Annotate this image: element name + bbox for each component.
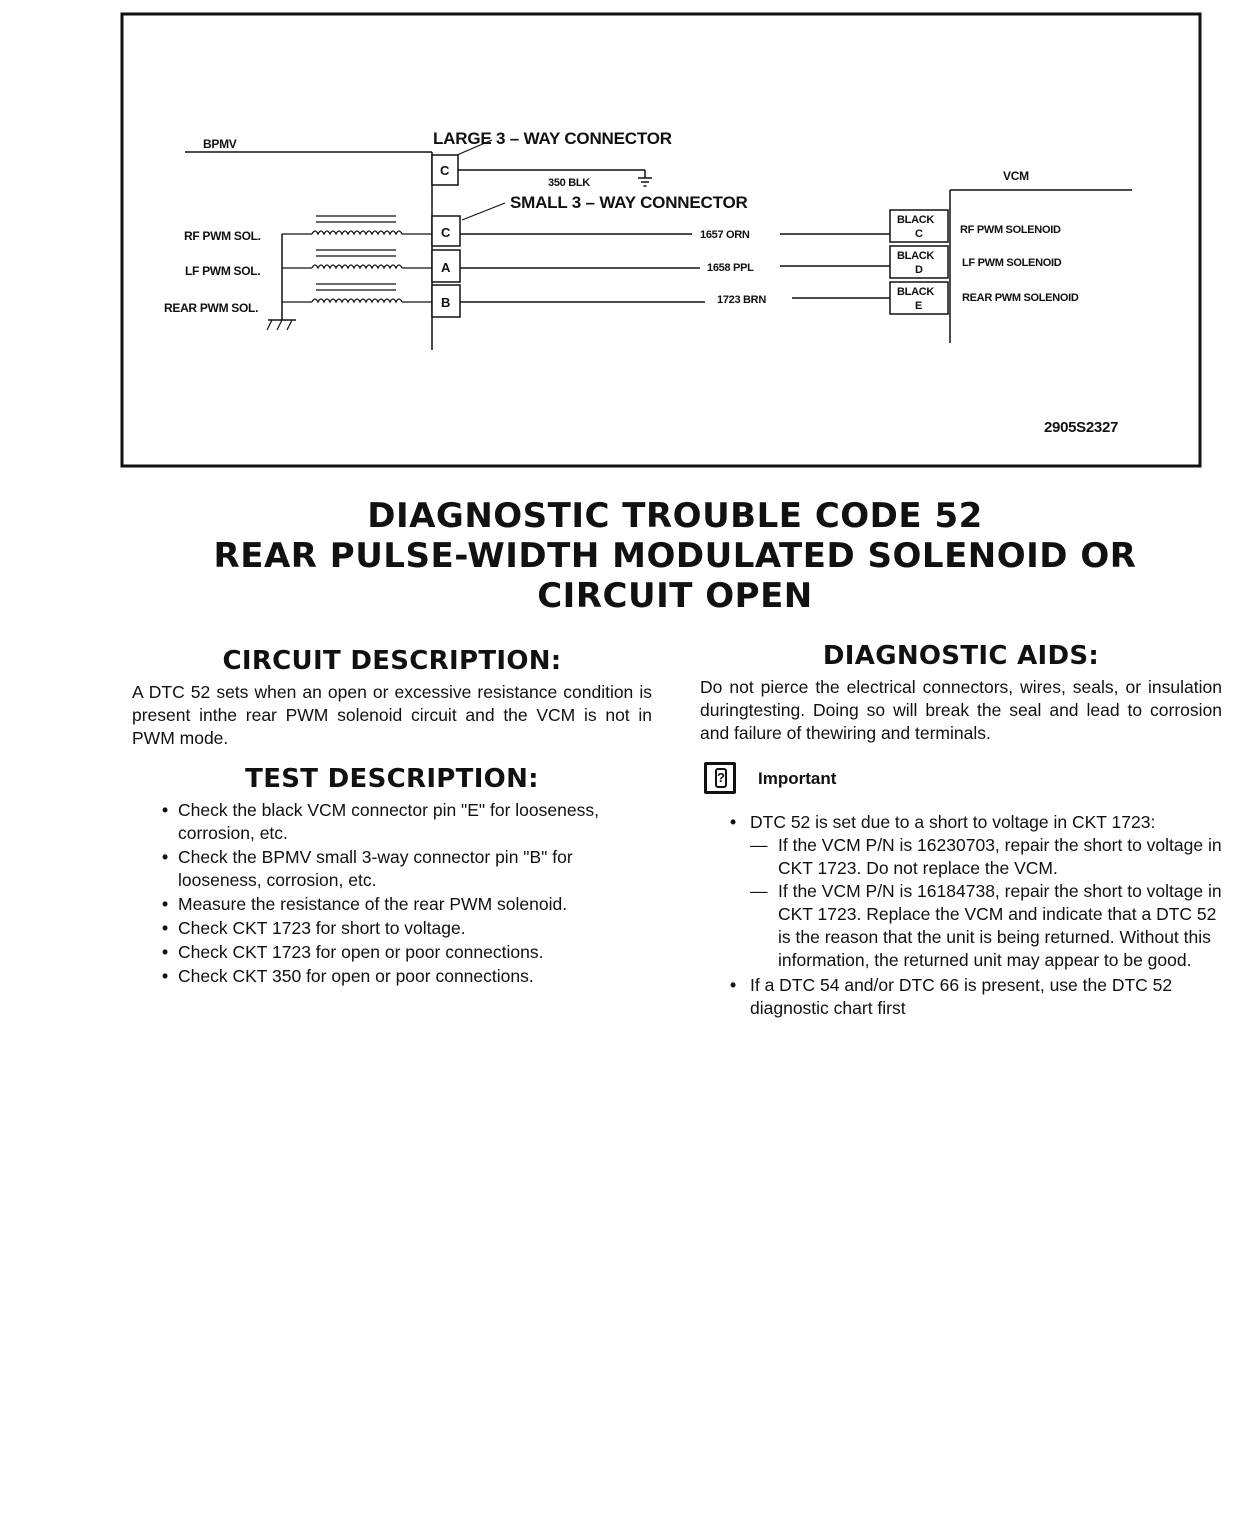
important-notice (700, 759, 1222, 797)
wiring-diagram-svg (0, 0, 1248, 480)
list-item: • DTC 52 is set due to a short to voltage in CKT 1723: — If the VCM P/N is 16230703, repair the short to voltage in CKT 1723. Do not replace the VCM. — If the VCM P/N is 16184738, repair the short to voltage in CKT 1723. Replace the VCM and indicate that a DTC 52 is the reason that the unit is being returned. Without this information, the returned unit may appear to be good. (730, 812, 1222, 970)
wire-label: 1723 BRN (717, 294, 766, 306)
large-pin-label: C (440, 163, 450, 178)
bpmv-label: BPMV (203, 137, 237, 151)
left-column (132, 646, 652, 989)
wire-label: 1658 PPL (707, 262, 754, 274)
wiring-diagram (0, 0, 1248, 480)
vcm-pin-color: BLACK (897, 250, 934, 262)
small-pin-label: B (441, 295, 451, 310)
diagram-frame (122, 14, 1200, 466)
vcm-label: VCM (1003, 169, 1029, 183)
small-connector-leader (462, 203, 505, 220)
diagnostic-aids-heading: DIAGNOSTIC AIDS: (822, 641, 1100, 671)
vcm-pin-letter: D (915, 264, 923, 276)
list-item: • Check CKT 350 for open or poor connections. (162, 966, 534, 986)
vcm-pin-color: BLACK (897, 286, 934, 298)
solenoid-label-left: LF PWM SOL. (185, 264, 261, 278)
coil-rf (282, 216, 432, 234)
sub-list (750, 834, 1222, 972)
important-list (700, 811, 1222, 1020)
list-item: • If a DTC 54 and/or DTC 66 is present, use the DTC 52 diagnostic chart first (730, 975, 1173, 1018)
coil-lf (282, 250, 432, 268)
list-item: • Measure the resistance of the rear PWM solenoid. (162, 894, 568, 914)
solenoid-label-left: REAR PWM SOL. (164, 301, 259, 315)
sub-list-item: — If the VCM P/N is 16230703, repair the short to voltage in CKT 1723. Do not replace the VCM. (750, 835, 1222, 878)
solenoid-label-right: LF PWM SOLENOID (962, 257, 1062, 269)
circuit-description-text: A DTC 52 sets when an open or excessive resistance condition is present inthe rear PWM solenoid circuit and the VCM is not in PWM mode. (132, 682, 652, 748)
test-description-heading: TEST DESCRIPTION: (245, 764, 539, 794)
coil-rear (282, 284, 432, 302)
solenoid-label-right: RF PWM SOLENOID (960, 224, 1061, 236)
sub-list-item: — If the VCM P/N is 16184738, repair the short to voltage in CKT 1723. Replace the VCM and indicate that a DTC 52 is the reason that the unit is being returned. Without this information, the returned unit may appear to be good. (750, 881, 1222, 970)
list-item: • Check the black VCM connector pin "E" for looseness, corrosion, etc. (162, 800, 599, 843)
title-line: CIRCUIT OPEN (537, 576, 813, 616)
list-item: • Check CKT 1723 for open or poor connections. (162, 942, 544, 962)
diagnostic-aids-text: Do not pierce the electrical connectors, wires, seals, or insulation duringtesting. Doing so will break the seal and lead to corrosion and failure of thewiring and terminals. (700, 677, 1222, 743)
vcm-pin-letter: E (915, 300, 923, 312)
ground-wire-label: 350 BLK (548, 177, 590, 189)
list-item: • Check the BPMV small 3-way connector pin "B" for looseness, corrosion, etc. (162, 847, 573, 890)
page-title (130, 496, 1220, 616)
large-connector-label: LARGE 3 – WAY CONNECTOR (433, 129, 672, 148)
important-label: Important (758, 768, 837, 788)
wire-label: 1657 ORN (700, 229, 750, 241)
right-column (700, 641, 1222, 1022)
solenoid-label-left: RF PWM SOL. (184, 229, 261, 243)
test-description-list (132, 799, 652, 988)
important-icon: ? (704, 762, 736, 794)
solenoid-label-right: REAR PWM SOLENOID (962, 292, 1079, 304)
vcm-pin-letter: C (915, 228, 923, 240)
small-connector-label: SMALL 3 – WAY CONNECTOR (510, 193, 748, 212)
title-line: REAR PULSE-WIDTH MODULATED SOLENOID OR (213, 536, 1137, 576)
small-pin-label: C (441, 225, 451, 240)
figure-id: 2905S2327 (1044, 419, 1119, 436)
vcm-pin-color: BLACK (897, 214, 934, 226)
small-pin-label: A (441, 260, 451, 275)
circuit-description-heading: CIRCUIT DESCRIPTION: (222, 646, 562, 676)
title-line: DIAGNOSTIC TROUBLE CODE 52 (367, 496, 983, 536)
list-item: • Check CKT 1723 for short to voltage. (162, 918, 466, 938)
